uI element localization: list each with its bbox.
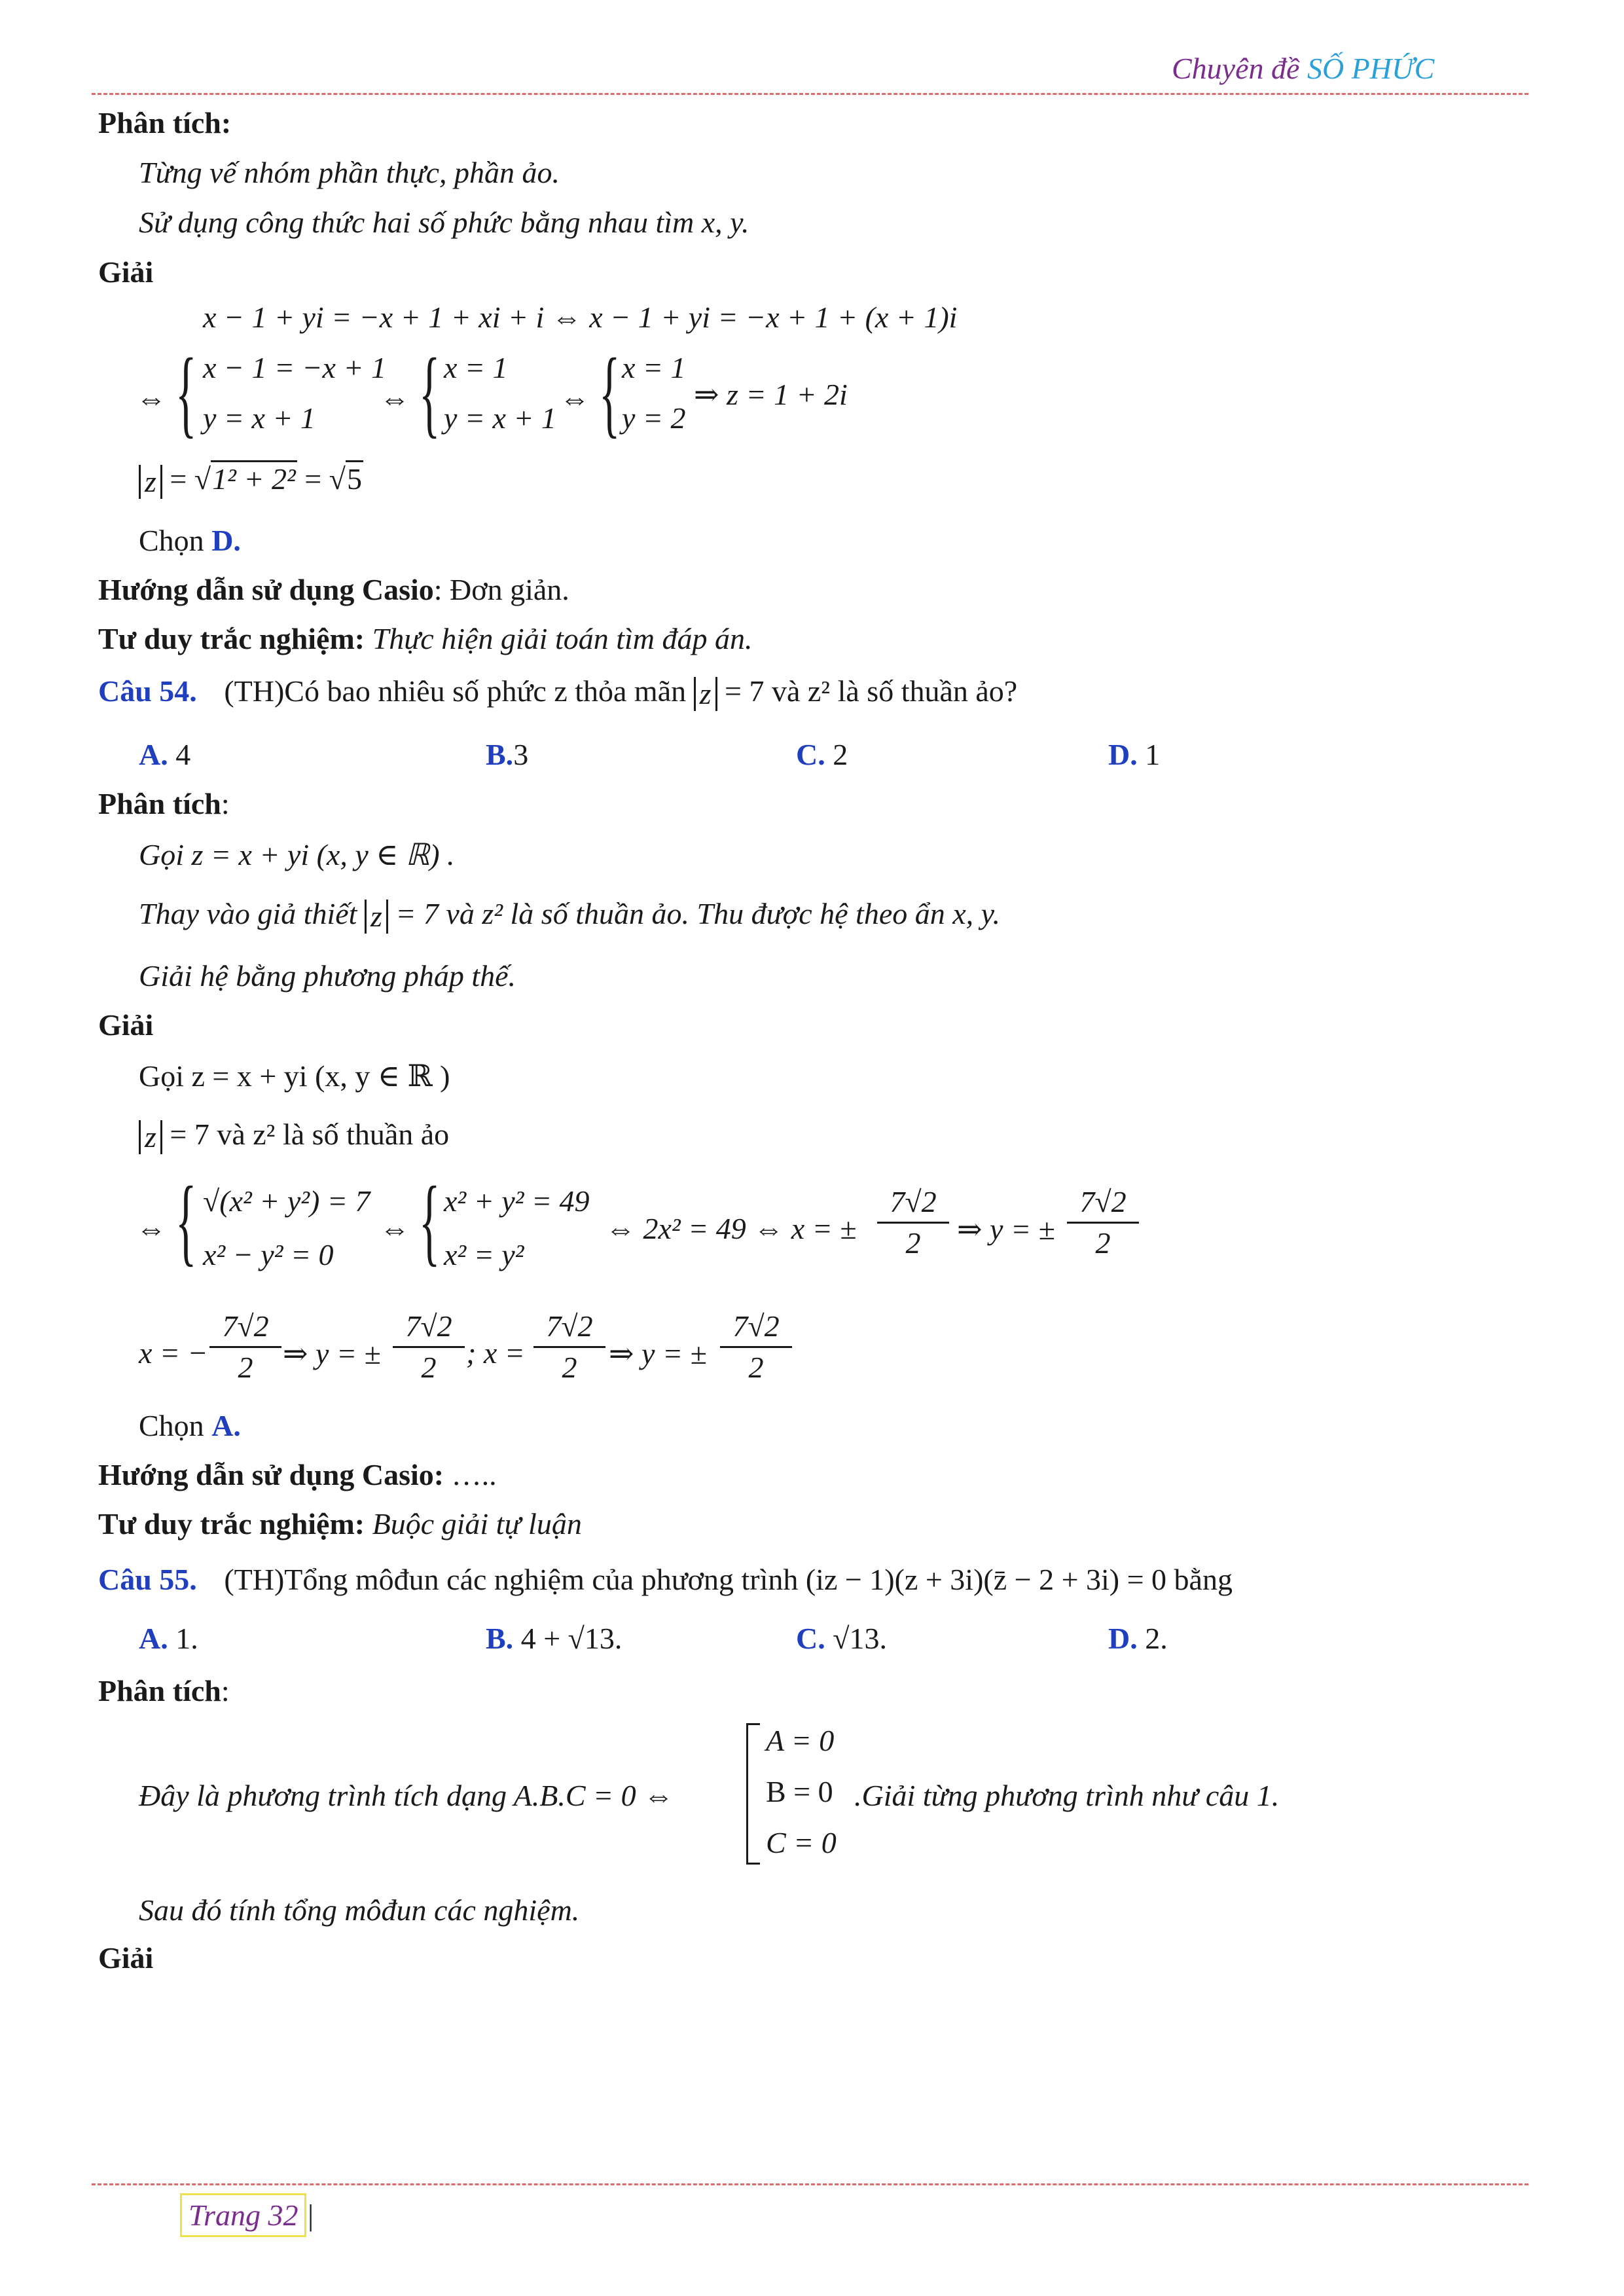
option-55-c-label: C.	[796, 1622, 825, 1655]
case-1: A = 0	[766, 1724, 835, 1757]
option-55-b-text: 4 + √13.	[513, 1622, 623, 1655]
solution-54-line-1: Gọi z = x + yi (x, y ∈ ℝ )	[139, 1059, 450, 1093]
page-number-box	[180, 2193, 306, 2237]
casio-label-1: Hướng dẫn sử dụng Casio	[98, 573, 434, 606]
analysis-54-line-2	[139, 896, 1000, 934]
solution-54-line-2-text: = 7 và z² là số thuần ảo	[162, 1118, 450, 1151]
equiv-arrow-2: ⇔	[380, 382, 410, 415]
system-1-eq2: y = x + 1	[203, 401, 316, 435]
option-55-a[interactable]	[139, 1620, 198, 1657]
option-55-c[interactable]	[796, 1620, 887, 1657]
system-2-eq2: y = x + 1	[444, 401, 556, 435]
thinking-text-1: Thực hiện giải toán tìm đáp án.	[365, 622, 753, 655]
fraction-2	[1067, 1184, 1139, 1262]
line-54-imp-1: ⇒ y = ±	[283, 1337, 381, 1370]
analysis-55-line-1: Đây là phương trình tích dạng A.B.C = 0 ⇔	[139, 1779, 674, 1812]
fraction-5	[533, 1308, 605, 1386]
choice-label-54: Chọn	[139, 1409, 212, 1442]
system-54-2-eq1: x² + y² = 49	[444, 1184, 590, 1218]
analysis-55-line-2: Sau đó tính tổng môđun các nghiệm.	[139, 1893, 580, 1927]
analysis-line-2: Sử dụng công thức hai số phức bằng nhau tìm x, y.	[139, 206, 749, 239]
question-54-text: (TH)Có bao nhiêu số phức z thỏa mãn	[224, 674, 694, 708]
option-55-a-label: A.	[139, 1622, 168, 1655]
system-3-eq1: x = 1	[622, 351, 686, 384]
fraction-2-den: 2	[1095, 1226, 1111, 1260]
option-55-b[interactable]	[486, 1620, 622, 1657]
header-title-part1: Chuyên đề	[1172, 52, 1307, 85]
fraction-2-num: 7√2	[1079, 1185, 1127, 1218]
fraction-3-den: 2	[238, 1351, 253, 1384]
solution-54-mod: z	[139, 1120, 162, 1154]
system-1-eq1: x − 1 = −x + 1	[203, 351, 386, 384]
brace-54-1: {	[175, 1167, 197, 1275]
line-54-x-neg: x = −	[139, 1336, 208, 1370]
system-2-eq1: x = 1	[444, 351, 508, 384]
header-rule	[92, 93, 1528, 95]
analysis-heading-55-colon: :	[221, 1674, 230, 1707]
fraction-6-den: 2	[748, 1351, 764, 1384]
running-header	[1172, 51, 1434, 86]
analysis-line-1: Từng vế nhóm phần thực, phần ảo.	[139, 156, 560, 189]
option-55-d-label: D.	[1108, 1622, 1138, 1655]
footer-separator: |	[308, 2198, 314, 2232]
question-54-mod: z	[694, 677, 717, 711]
equation-1: x − 1 + yi = −x + 1 + xi + i ⇔ x − 1 + yi = −x + 1 + (x + 1)i	[203, 301, 958, 334]
footer-rule	[92, 2183, 1528, 2185]
system-54-imp: ⇒ y = ±	[957, 1212, 1055, 1246]
modulus-result: 5	[346, 460, 363, 496]
option-54-b-label: B.	[486, 738, 514, 771]
casio-line-1	[98, 572, 569, 608]
analysis-heading-54-colon: :	[221, 787, 230, 820]
option-54-b[interactable]	[486, 737, 528, 773]
choice-line-1	[139, 522, 241, 559]
case-2: B = 0	[766, 1775, 833, 1808]
fraction-3-num: 7√2	[222, 1309, 269, 1343]
option-54-d[interactable]	[1108, 737, 1160, 773]
analysis-54-line-1: Gọi z = x + yi (x, y ∈ ℝ) .	[139, 838, 455, 871]
analysis-54-line-2b: = 7 và z² là số thuần ảo. Thu được hệ theo ẩn x, y.	[388, 897, 1001, 930]
option-54-c-label: C.	[796, 738, 825, 771]
line-54-imp-2: ⇒ y = ±	[609, 1337, 707, 1370]
analysis-54-line-3: Giải hệ bằng phương pháp thế.	[139, 959, 516, 993]
option-54-d-text: 1	[1137, 738, 1161, 771]
system-54-2-eq2: x² = y²	[444, 1238, 524, 1271]
analysis-55-line-1b: .Giải từng phương trình như câu 1.	[854, 1779, 1280, 1812]
system-54-1-eq1: √(x² + y²) = 7	[203, 1184, 370, 1218]
case-3: C = 0	[766, 1826, 837, 1859]
option-54-d-label: D.	[1108, 738, 1138, 771]
brace-1: {	[175, 338, 197, 447]
thinking-label-54: Tư duy trắc nghiệm:	[98, 1507, 365, 1540]
fraction-3	[209, 1308, 281, 1386]
option-54-a[interactable]	[139, 737, 190, 773]
option-55-c-text: √13.	[825, 1622, 887, 1655]
fraction-5-den: 2	[562, 1351, 577, 1384]
casio-text-54: …..	[444, 1458, 497, 1491]
casio-label-54: Hướng dẫn sử dụng Casio:	[98, 1458, 444, 1491]
fraction-1	[877, 1184, 949, 1262]
thinking-label-1: Tư duy trắc nghiệm:	[98, 622, 365, 655]
option-54-a-label: A.	[139, 738, 168, 771]
modulus-eq: = √	[170, 462, 211, 496]
solution-heading-1: Giải	[98, 255, 154, 289]
option-55-a-text: 1.	[168, 1622, 198, 1655]
fraction-4-num: 7√2	[405, 1309, 452, 1343]
header-title-part2: SỐ PHỨC	[1307, 52, 1435, 85]
thinking-line-54	[98, 1506, 582, 1542]
page-number: Trang 32	[189, 2198, 298, 2232]
option-54-a-text: 4	[168, 738, 191, 771]
question-54	[98, 673, 1017, 711]
question-54-text2: = 7 và z² là số thuần ảo?	[717, 674, 1018, 708]
question-55	[98, 1561, 1233, 1598]
fraction-5-num: 7√2	[546, 1309, 593, 1343]
analysis-54-mod: z	[365, 900, 388, 934]
analysis-heading-54	[98, 786, 230, 822]
brace-3: {	[599, 338, 621, 447]
equiv-arrow-54-1: ⇔	[136, 1212, 166, 1245]
modulus-z: z	[139, 465, 162, 499]
equiv-arrow-1: ⇔	[136, 382, 166, 415]
question-54-label: Câu 54.	[98, 674, 197, 708]
question-55-text: (TH)Tổng môđun các nghiệm của phương trình (iz − 1)(z + 3i)(z̄ − 2 + 3i) = 0 bằng	[224, 1563, 1233, 1596]
casio-text-1: : Đơn giản.	[433, 573, 569, 606]
analysis-heading-55-text: Phân tích	[98, 1674, 221, 1707]
choice-label-1: Chọn	[139, 524, 212, 557]
system-54-1-eq2: x² − y² = 0	[203, 1238, 334, 1271]
option-55-d-text: 2.	[1137, 1622, 1168, 1655]
casio-line-54	[98, 1457, 497, 1493]
fraction-6	[720, 1308, 792, 1386]
analysis-heading-54-text: Phân tích	[98, 787, 221, 820]
option-55-b-label: B.	[486, 1622, 514, 1655]
option-54-c[interactable]	[796, 737, 848, 773]
brace-2: {	[419, 338, 441, 447]
choice-answer-1: D.	[211, 524, 241, 557]
question-55-label: Câu 55.	[98, 1563, 197, 1596]
analysis-heading-1: Phân tích:	[98, 106, 232, 139]
fraction-4	[393, 1308, 465, 1386]
thinking-text-54: Buộc giải tự luận	[365, 1507, 582, 1540]
system-3-eq2: y = 2	[622, 401, 686, 435]
fraction-4-den: 2	[421, 1351, 437, 1384]
equiv-arrow-3: ⇔	[560, 382, 590, 415]
thinking-line-1	[98, 621, 753, 657]
option-55-d[interactable]	[1108, 1620, 1168, 1657]
choice-line-54	[139, 1408, 241, 1444]
solution-heading-55: Giải	[98, 1941, 154, 1975]
line-54-x-pos: ; x =	[466, 1336, 525, 1370]
fraction-1-num: 7√2	[890, 1185, 937, 1218]
choice-answer-54: A.	[211, 1409, 241, 1442]
option-54-b-text: 3	[513, 738, 529, 771]
solution-heading-54: Giải	[98, 1008, 154, 1042]
system-result: ⇒ z = 1 + 2i	[694, 378, 848, 411]
brace-54-2: {	[419, 1167, 441, 1275]
case-bracket	[746, 1723, 760, 1865]
fraction-6-num: 7√2	[732, 1309, 780, 1343]
analysis-54-line-2a: Thay vào giả thiết	[139, 897, 365, 930]
option-54-c-text: 2	[825, 738, 848, 771]
modulus-line	[139, 462, 363, 499]
analysis-heading-55	[98, 1673, 230, 1709]
solution-54-line-2	[139, 1116, 449, 1154]
modulus-eq2: = √	[304, 462, 346, 496]
modulus-radicand: 1² + 2²	[211, 460, 297, 496]
system-54-mid: ⇔ 2x² = 49 ⇔ x = ±	[605, 1212, 857, 1245]
fraction-1-den: 2	[905, 1226, 921, 1260]
equiv-arrow-54-2: ⇔	[380, 1212, 410, 1245]
